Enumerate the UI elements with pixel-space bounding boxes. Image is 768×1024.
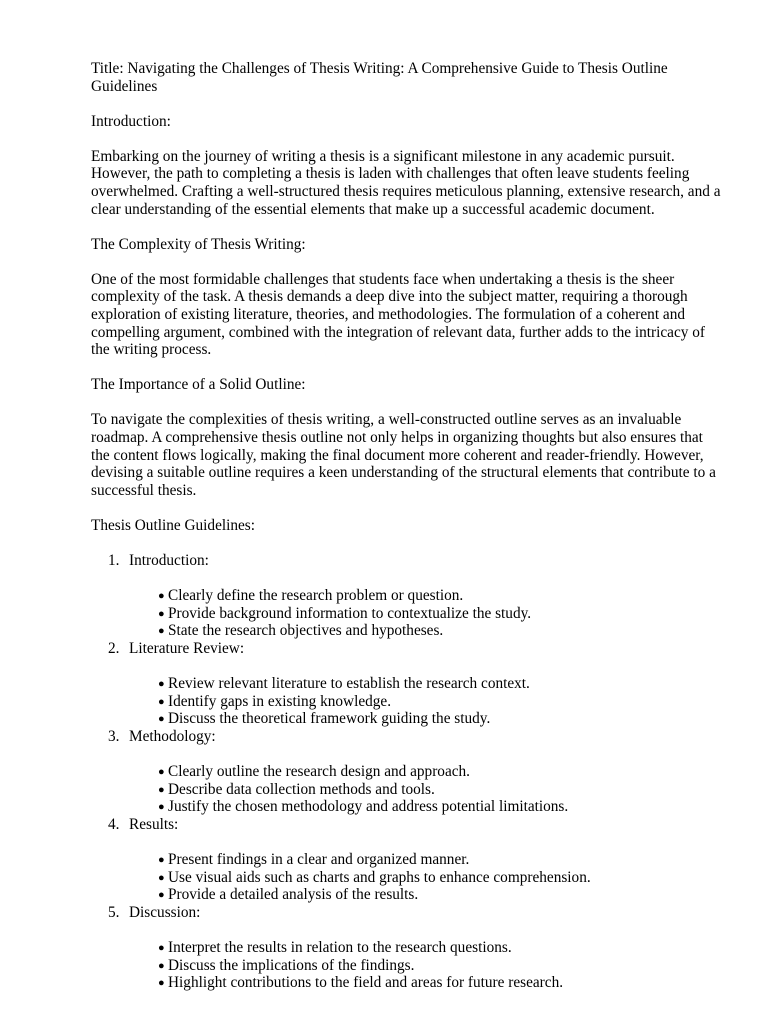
list-item-text: Discuss the theoretical framework guiding the study.: [168, 710, 491, 728]
document-page: [91, 60, 723, 992]
outline-paragraph: To navigate the complexities of thesis writing, a well-constructed outline serves as an invaluable roadmap. A comprehensive thesis outline not only helps in organizing thoughts but also ensures that the content flows logically, making the final document more coherent and reader-friendly. However, devising a suitable outline requires a keen understanding of the structural elements that contribute to a successful thesis.: [91, 411, 716, 499]
list-item: [158, 692, 723, 711]
list-item: [158, 798, 723, 816]
guidelines-heading: Thesis Outline Guidelines:: [91, 516, 255, 534]
outline-section: [91, 640, 723, 728]
document-title: Title: Navigating the Challenges of Thesis Writing: A Comprehensive Guide to Thesis Outline Guidelines: [91, 60, 668, 95]
list-item: [158, 675, 723, 693]
list-item-text: Describe data collection methods and tools.: [168, 780, 435, 798]
list-item-text: Discuss the implications of the findings.: [168, 956, 415, 974]
section-number: 3.: [108, 727, 120, 745]
section-number: 1.: [108, 551, 120, 569]
list-item: [158, 886, 723, 904]
section-number: 2.: [108, 639, 120, 657]
list-item: [158, 604, 723, 623]
bullet-list: [129, 587, 723, 640]
bullet-icon: ●: [158, 678, 165, 691]
outline-section: [91, 816, 723, 904]
list-item-text: Clearly outline the research design and approach.: [168, 763, 470, 780]
intro-heading: Introduction:: [91, 112, 171, 130]
list-item: [158, 974, 723, 992]
bullet-icon: ●: [158, 977, 165, 990]
list-item-text: Clearly define the research problem or question.: [168, 587, 464, 605]
outline-section: [91, 904, 723, 992]
section-label: Introduction:: [129, 551, 209, 569]
bullet-icon: ●: [158, 783, 165, 796]
list-item: [158, 622, 723, 640]
list-item-text: Highlight contributions to the field and areas for future research.: [168, 974, 564, 992]
list-item-text: State the research objectives and hypotheses.: [168, 622, 444, 640]
outline-section: [91, 728, 723, 816]
bullet-icon: ●: [158, 853, 165, 866]
list-item: [158, 938, 723, 957]
outline-section: [91, 552, 723, 640]
list-item-text: Provide background information to contextualize the study.: [168, 604, 532, 622]
list-item-text: Interpret the results in relation to the research questions.: [168, 938, 512, 956]
bullet-icon: ●: [158, 871, 165, 884]
complexity-heading: The Complexity of Thesis Writing:: [91, 235, 306, 253]
list-item-text: Review relevant literature to establish the research context.: [168, 675, 530, 693]
outline-heading: The Importance of a Solid Outline:: [91, 376, 306, 394]
section-label: Discussion:: [129, 903, 201, 921]
list-item-text: Use visual aids such as charts and graphs to enhance comprehension.: [168, 868, 591, 886]
bullet-icon: ●: [158, 941, 165, 954]
bullet-icon: ●: [158, 607, 165, 620]
bullet-icon: ●: [158, 695, 165, 708]
complexity-paragraph: One of the most formidable challenges that students face when undertaking a thesis is the sheer complexity of the task. A thesis demands a deep dive into the subject matter, requiring a thorough exploration of existing literature, theories, and methodologies. The formulation of a coherent and compelling argument, combined with the integration of relevant data, further adds to the intricacy of the writing process.: [91, 270, 705, 359]
section-number: 4.: [108, 815, 120, 833]
list-item: [158, 710, 723, 728]
list-item-text: Present findings in a clear and organized manner.: [168, 850, 470, 868]
list-item: [158, 956, 723, 975]
bullet-icon: ●: [158, 801, 165, 814]
list-item-text: Identify gaps in existing knowledge.: [168, 692, 392, 710]
bullet-icon: ●: [158, 625, 165, 638]
outline-list: [91, 552, 723, 992]
list-item: [158, 763, 723, 781]
section-number: 5.: [108, 903, 120, 921]
list-item-text: Justify the chosen methodology and address potential limitations.: [168, 798, 569, 816]
intro-paragraph: Embarking on the journey of writing a thesis is a significant milestone in any academic pursuit. However, the path to completing a thesis is laden with challenges that often leave students feeling overwhelmed. Crafting a well-structured thesis requires meticulous planning, extensive research, and a clear understanding of the essential elements that make up a successful academic document.: [91, 147, 721, 218]
list-item: [158, 587, 723, 605]
section-label: Results:: [129, 815, 179, 833]
list-item: [158, 868, 723, 887]
list-item: [158, 780, 723, 799]
bullet-list: [129, 675, 723, 728]
bullet-list: [129, 763, 723, 816]
list-item: [158, 850, 723, 869]
bullet-icon: ●: [158, 959, 165, 972]
bullet-icon: ●: [158, 590, 165, 603]
list-item-text: Provide a detailed analysis of the results.: [168, 886, 419, 904]
section-label: Literature Review:: [129, 639, 245, 657]
bullet-list: [129, 851, 723, 904]
bullet-list: [129, 939, 723, 992]
section-label: Methodology:: [129, 727, 216, 745]
bullet-icon: ●: [158, 889, 165, 902]
bullet-icon: ●: [158, 766, 165, 778]
bullet-icon: ●: [158, 713, 165, 726]
